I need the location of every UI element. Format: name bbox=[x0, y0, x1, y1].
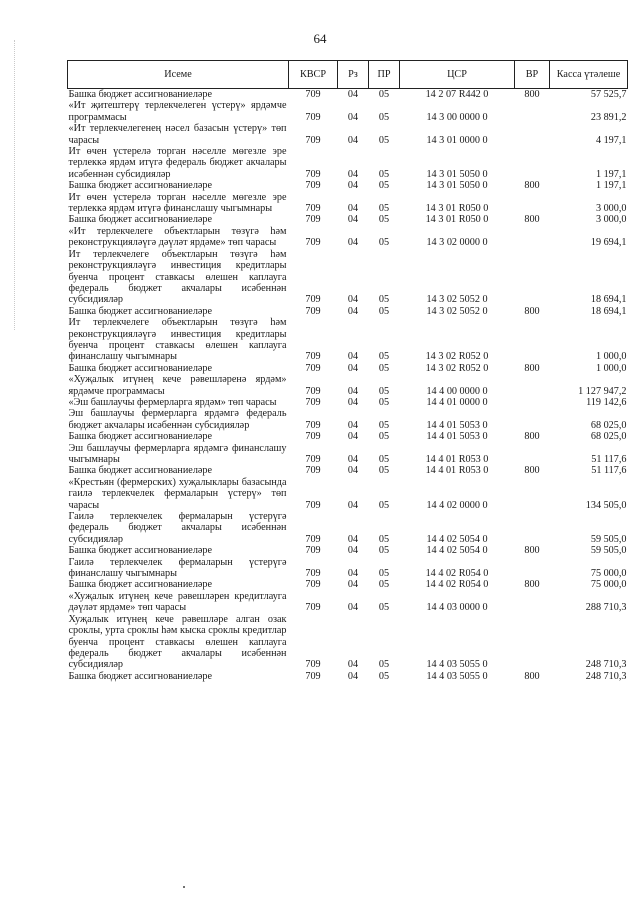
row-kvsr: 709 bbox=[305, 499, 321, 511]
table-row bbox=[68, 397, 628, 408]
row-name: Ит өчен үстерелә торган нәселле мөгезле эре терлеккә ярдәм итүгә федераль бюджет акчалары исәбеннән субсидияләр bbox=[68, 146, 287, 180]
row-amount: 59 505,0 bbox=[590, 545, 627, 557]
row-name: Башка бюджет ассигнованиеләре bbox=[68, 89, 213, 100]
row-vr bbox=[515, 591, 550, 614]
table-row bbox=[68, 477, 628, 511]
row-vr bbox=[515, 317, 550, 363]
row-name: Башка бюджет ассигнованиеләре bbox=[68, 670, 213, 682]
row-amount: 19 694,1 bbox=[590, 237, 627, 249]
row-pr: 05 bbox=[378, 659, 390, 671]
row-rz: 04 bbox=[347, 396, 359, 408]
row-name: Башка бюджет ассигнованиеләре bbox=[68, 465, 213, 477]
row-name: Башка бюджет ассигнованиеләре bbox=[68, 362, 213, 374]
row-name: «Хуҗалык итүнең кече рәвешләренә ярдәм» ярдәмче программасы bbox=[68, 374, 287, 397]
row-rz: 04 bbox=[347, 180, 359, 192]
row-amount: 57 525,7 bbox=[590, 89, 627, 100]
row-csr: 14 4 01 R053 0 bbox=[425, 465, 489, 477]
row-pr: 05 bbox=[378, 351, 390, 363]
row-name: Башка бюджет ассигнованиеләре bbox=[68, 305, 213, 317]
row-amount: 51 117,6 bbox=[591, 465, 627, 477]
row-vr bbox=[515, 226, 550, 249]
header-amount: Касса үтәлеше bbox=[550, 61, 628, 89]
row-rz: 04 bbox=[347, 545, 359, 557]
row-csr: 14 3 02 0000 0 bbox=[426, 237, 488, 249]
row-csr: 14 2 07 R442 0 bbox=[425, 89, 489, 100]
row-csr: 14 3 02 5052 0 bbox=[426, 305, 488, 317]
row-rz: 04 bbox=[347, 533, 359, 545]
row-kvsr: 709 bbox=[305, 431, 321, 443]
header-name: Исеме bbox=[68, 61, 289, 89]
row-amount: 3 000,0 bbox=[595, 214, 627, 226]
row-kvsr: 709 bbox=[305, 659, 321, 671]
row-pr: 05 bbox=[378, 214, 390, 226]
row-kvsr: 709 bbox=[305, 419, 321, 431]
scan-speck bbox=[183, 886, 185, 888]
row-csr: 14 3 02 R052 0 bbox=[425, 362, 489, 374]
row-vr bbox=[515, 374, 550, 397]
row-name: Эш башлаучы фермерларга ярдәмгә финанслашу чыгымнары bbox=[68, 442, 287, 465]
row-amount: 51 117,6 bbox=[591, 454, 627, 465]
row-name: «Хуҗалык итүнең кече рәвешләрен кредитлауга дәүләт ярдәме» төп чарасы bbox=[68, 590, 287, 614]
row-amount: 4 197,1 bbox=[595, 134, 627, 146]
row-kvsr: 709 bbox=[305, 362, 321, 374]
row-pr: 05 bbox=[378, 111, 390, 123]
row-kvsr: 709 bbox=[305, 203, 321, 215]
table-row bbox=[68, 249, 628, 306]
table-row bbox=[68, 443, 628, 466]
table-row bbox=[68, 123, 628, 146]
header-kvsr: КВСР bbox=[289, 61, 338, 89]
row-kvsr: 709 bbox=[305, 465, 321, 477]
table-row bbox=[68, 317, 628, 363]
row-pr: 05 bbox=[378, 396, 390, 408]
row-kvsr: 709 bbox=[305, 111, 321, 123]
table-row bbox=[68, 146, 628, 180]
row-amount: 68 025,0 bbox=[590, 419, 627, 431]
row-pr: 05 bbox=[378, 180, 390, 192]
row-pr: 05 bbox=[378, 134, 390, 146]
row-name: Башка бюджет ассигнованиеләре bbox=[68, 579, 213, 591]
row-pr: 05 bbox=[378, 545, 390, 557]
row-csr: 14 3 01 5050 0 bbox=[426, 168, 488, 180]
page-number: 64 bbox=[313, 31, 327, 46]
row-amount: 23 891,2 bbox=[590, 111, 627, 123]
row-rz: 04 bbox=[347, 351, 359, 363]
row-csr: 14 3 02 R052 0 bbox=[425, 351, 489, 363]
row-kvsr: 709 bbox=[305, 89, 321, 100]
row-rz: 04 bbox=[347, 294, 359, 306]
row-csr: 14 3 01 0000 0 bbox=[426, 134, 488, 146]
row-kvsr: 709 bbox=[305, 214, 321, 226]
row-amount: 1 000,0 bbox=[595, 351, 627, 363]
row-pr: 05 bbox=[378, 568, 390, 580]
row-kvsr: 709 bbox=[305, 670, 321, 682]
table-row bbox=[68, 431, 628, 442]
row-vr bbox=[515, 146, 550, 180]
header-csr: ЦСР bbox=[400, 61, 515, 89]
row-kvsr: 709 bbox=[305, 568, 321, 580]
row-vr: 800 bbox=[524, 579, 540, 591]
budget-table bbox=[67, 60, 628, 682]
table-header bbox=[68, 61, 628, 89]
row-vr bbox=[515, 477, 550, 511]
row-pr: 05 bbox=[378, 602, 390, 614]
row-vr: 800 bbox=[524, 214, 540, 226]
row-name: «Ит терлекчелеге объектларын төзүгә һәм реконструкцияләүгә дәүләт ярдәме» төп чарасы bbox=[68, 225, 287, 249]
header-row bbox=[68, 61, 628, 89]
row-kvsr: 709 bbox=[305, 237, 321, 249]
row-amount: 1 197,1 bbox=[595, 168, 627, 180]
row-vr bbox=[515, 100, 550, 123]
row-rz: 04 bbox=[347, 602, 359, 614]
row-csr: 14 4 03 5055 0 bbox=[426, 659, 488, 671]
table-row bbox=[68, 226, 628, 249]
row-amount: 1 000,0 bbox=[595, 362, 627, 374]
row-csr: 14 4 03 5055 0 bbox=[426, 670, 488, 682]
row-pr: 05 bbox=[378, 670, 390, 682]
row-kvsr: 709 bbox=[305, 454, 321, 465]
row-rz: 04 bbox=[347, 419, 359, 431]
row-amount: 248 710,3 bbox=[585, 670, 627, 682]
row-amount: 75 000,0 bbox=[590, 579, 627, 591]
row-pr: 05 bbox=[378, 89, 390, 100]
row-vr: 800 bbox=[524, 431, 540, 443]
table-row bbox=[68, 465, 628, 476]
row-vr bbox=[515, 443, 550, 466]
row-vr: 800 bbox=[524, 180, 540, 192]
table-body bbox=[68, 89, 628, 683]
row-amount: 59 505,0 bbox=[590, 533, 627, 545]
header-vr: ВР bbox=[515, 61, 550, 89]
row-vr: 800 bbox=[524, 465, 540, 477]
row-vr: 800 bbox=[524, 362, 540, 374]
row-rz: 04 bbox=[347, 499, 359, 511]
header-rz: Рз bbox=[338, 61, 369, 89]
row-kvsr: 709 bbox=[305, 533, 321, 545]
row-csr: 14 4 01 5053 0 bbox=[426, 431, 488, 443]
row-name: «Крестьян (фермерских) хуҗалыклары базасында гаилә терлекчелек фермаларын үстерү» төп чарасы bbox=[68, 476, 287, 511]
budget-table-container bbox=[67, 60, 627, 682]
row-name: «Ит җитештерү терлекчелеген үстерү» ярдәмче программасы bbox=[68, 100, 287, 123]
row-csr: 14 3 01 5050 0 bbox=[426, 180, 488, 192]
row-csr: 14 3 01 R050 0 bbox=[425, 214, 489, 226]
row-pr: 05 bbox=[378, 454, 390, 465]
row-name: «Эш башлаучы фермерларга ярдәм» төп чарасы bbox=[68, 396, 277, 408]
table-row bbox=[68, 579, 628, 590]
table-row bbox=[68, 180, 628, 191]
row-csr: 14 4 00 0000 0 bbox=[426, 385, 488, 397]
row-csr: 14 3 02 5052 0 bbox=[426, 294, 488, 306]
row-rz: 04 bbox=[347, 214, 359, 226]
row-kvsr: 709 bbox=[305, 180, 321, 192]
table-row bbox=[68, 192, 628, 215]
row-vr: 800 bbox=[524, 305, 540, 317]
row-rz: 04 bbox=[347, 579, 359, 591]
row-name: Башка бюджет ассигнованиеләре bbox=[68, 180, 213, 192]
row-amount: 18 694,1 bbox=[590, 305, 627, 317]
table-row bbox=[68, 408, 628, 431]
row-rz: 04 bbox=[347, 362, 359, 374]
row-amount: 248 710,3 bbox=[585, 659, 627, 671]
row-name: Ит терлекчелеге объектларын төзүгә һәм реконструкцияләүгә инвестиция кредитлары буенча процент ставкасы өлешен каплауга федераль бюджет акчалары исәбеннән субсидияләр bbox=[68, 248, 287, 306]
table-row bbox=[68, 545, 628, 556]
row-name: Башка бюджет ассигнованиеләре bbox=[68, 214, 213, 226]
row-rz: 04 bbox=[347, 385, 359, 397]
row-rz: 04 bbox=[347, 431, 359, 443]
row-pr: 05 bbox=[378, 499, 390, 511]
row-pr: 05 bbox=[378, 168, 390, 180]
table-row bbox=[68, 214, 628, 225]
row-name: Гаилә терлекчелек фермаларын үстерүгә финанслашу чыгымнары bbox=[68, 556, 287, 580]
table-row bbox=[68, 363, 628, 374]
row-rz: 04 bbox=[347, 237, 359, 249]
table-row bbox=[68, 511, 628, 545]
row-vr bbox=[515, 123, 550, 146]
row-rz: 04 bbox=[347, 659, 359, 671]
table-row bbox=[68, 89, 628, 101]
row-vr: 800 bbox=[524, 670, 540, 682]
row-csr: 14 4 02 5054 0 bbox=[426, 533, 488, 545]
row-name: Башка бюджет ассигнованиеләре bbox=[68, 545, 213, 557]
row-vr: 800 bbox=[524, 89, 540, 100]
row-rz: 04 bbox=[347, 454, 359, 465]
row-csr: 14 4 03 0000 0 bbox=[426, 602, 488, 614]
row-amount: 3 000,0 bbox=[595, 203, 627, 215]
row-csr: 14 3 00 0000 0 bbox=[426, 111, 488, 123]
row-rz: 04 bbox=[347, 670, 359, 682]
table-row bbox=[68, 306, 628, 317]
row-pr: 05 bbox=[378, 203, 390, 215]
row-pr: 05 bbox=[378, 465, 390, 477]
row-vr bbox=[515, 614, 550, 671]
row-pr: 05 bbox=[378, 362, 390, 374]
row-csr: 14 4 01 0000 0 bbox=[426, 396, 488, 408]
row-amount: 119 142,6 bbox=[586, 396, 627, 408]
row-pr: 05 bbox=[378, 419, 390, 431]
row-pr: 05 bbox=[378, 533, 390, 545]
table-row bbox=[68, 671, 628, 682]
row-kvsr: 709 bbox=[305, 602, 321, 614]
row-kvsr: 709 bbox=[305, 351, 321, 363]
row-amount: 18 694,1 bbox=[590, 294, 627, 306]
row-amount: 68 025,0 bbox=[590, 431, 627, 443]
row-name: Гаилә терлекчелек фермаларын үстерүгә федераль бюджет акчалары исәбеннән субсидияләр bbox=[68, 511, 287, 545]
row-csr: 14 4 02 0000 0 bbox=[426, 499, 488, 511]
row-kvsr: 709 bbox=[305, 396, 321, 408]
row-amount: 288 710,3 bbox=[585, 602, 627, 614]
row-kvsr: 709 bbox=[305, 134, 321, 146]
row-pr: 05 bbox=[378, 431, 390, 443]
row-rz: 04 bbox=[347, 305, 359, 317]
row-vr bbox=[515, 192, 550, 215]
scan-edge-mark bbox=[14, 40, 16, 330]
row-rz: 04 bbox=[347, 568, 359, 580]
header-pr: ПР bbox=[369, 61, 400, 89]
row-vr bbox=[515, 511, 550, 545]
row-amount: 134 505,0 bbox=[585, 499, 627, 511]
row-amount: 75 000,0 bbox=[590, 568, 627, 580]
row-vr bbox=[515, 408, 550, 431]
table-row bbox=[68, 100, 628, 123]
row-rz: 04 bbox=[347, 465, 359, 477]
row-kvsr: 709 bbox=[305, 545, 321, 557]
row-pr: 05 bbox=[378, 294, 390, 306]
row-rz: 04 bbox=[347, 134, 359, 146]
row-name: «Ит терлекчелегенең нәсел базасын үстерү» төп чарасы bbox=[68, 123, 287, 146]
row-name: Башка бюджет ассигнованиеләре bbox=[68, 431, 213, 443]
row-amount: 1 127 947,2 bbox=[578, 385, 627, 397]
row-rz: 04 bbox=[347, 168, 359, 180]
row-rz: 04 bbox=[347, 203, 359, 215]
table-row bbox=[68, 374, 628, 397]
row-kvsr: 709 bbox=[305, 294, 321, 306]
row-kvsr: 709 bbox=[305, 305, 321, 317]
table-row bbox=[68, 591, 628, 614]
row-name: Эш башлаучы фермерларга ярдәмгә федераль бюджет акчалары исәбеннән субсидияләр bbox=[68, 408, 287, 431]
row-csr: 14 4 01 5053 0 bbox=[426, 419, 488, 431]
row-pr: 05 bbox=[378, 579, 390, 591]
row-vr bbox=[515, 557, 550, 580]
row-vr bbox=[515, 397, 550, 408]
row-rz: 04 bbox=[347, 111, 359, 123]
table-row bbox=[68, 557, 628, 580]
row-csr: 14 4 02 5054 0 bbox=[426, 545, 488, 557]
row-name: Ит өчен үстерелә торган нәселле мөгезле эре терлеккә ярдәм итүгә финанслашу чыгымнары bbox=[68, 191, 287, 215]
row-kvsr: 709 bbox=[305, 385, 321, 397]
row-vr bbox=[515, 249, 550, 306]
row-pr: 05 bbox=[378, 385, 390, 397]
row-name: Ит терлекчелеге объектларын төзүгә һәм реконструкцияләүгә инвестиция кредитлары буенча процент ставкасы өлешен каплауга финанслашу чыгымнары bbox=[68, 317, 287, 363]
row-kvsr: 709 bbox=[305, 168, 321, 180]
row-csr: 14 4 01 R053 0 bbox=[425, 454, 489, 465]
row-rz: 04 bbox=[347, 89, 359, 100]
row-pr: 05 bbox=[378, 305, 390, 317]
row-vr: 800 bbox=[524, 545, 540, 557]
row-pr: 05 bbox=[378, 237, 390, 249]
row-csr: 14 4 02 R054 0 bbox=[425, 568, 489, 580]
row-csr: 14 3 01 R050 0 bbox=[425, 203, 489, 215]
row-name: Хуҗалык итүнең кече рәвешләре алган озак сроклы, урта сроклы һәм кыска сроклы кредитлар буенча процент ставкасы өлешен каплауга федераль бюджет акчалары исәбеннән субсидияләр bbox=[68, 613, 287, 671]
row-csr: 14 4 02 R054 0 bbox=[425, 579, 489, 591]
row-amount: 1 197,1 bbox=[595, 180, 627, 192]
table-row bbox=[68, 614, 628, 671]
row-kvsr: 709 bbox=[305, 579, 321, 591]
